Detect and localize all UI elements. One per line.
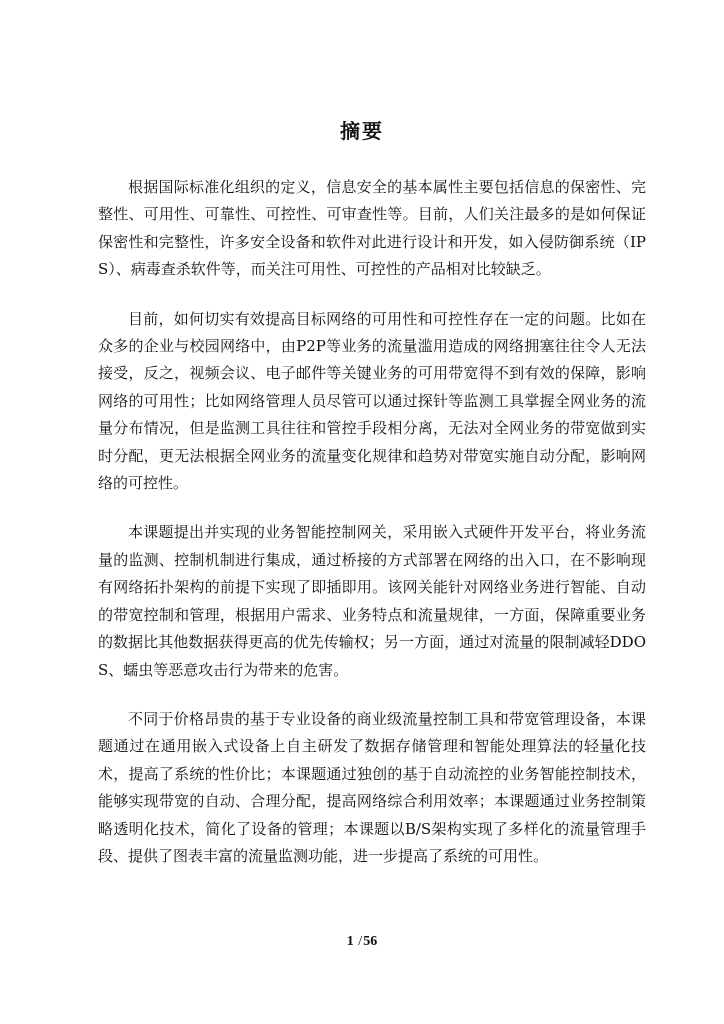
paragraph-3: 本课题提出并实现的业务智能控制网关，采用嵌入式硬件开发平台，将业务流量的监测、控制机制进行集成，通过桥接的方式部署在网络的出入口，在不影响现有网络拓扑架构的前提下实现了即插即用。该网关能针对网络业务进行智能、自动的带宽控制和管理，根据用户需求、业务特点和流量规律，一方面，保障重要业务的数据比其他数据获得更高的优先传输权；另一方面，通过对流量的限制减轻DDOS、蠕虫等恶意攻击行为带来的危害。 <box>98 523 646 679</box>
current-page: 1 <box>346 934 354 949</box>
page-title: 摘要 <box>340 119 384 143</box>
paragraph-4: 不同于价格昂贵的基于专业设备的商业级流量控制工具和带宽管理设备，本课题通过在通用嵌入式设备上自主研发了数据存储管理和智能处理算法的轻量化技术，提高了系统的性价比；本课题通过独创的基于自动流控的业务智能控制技术，能够实现带宽的自动、合理分配，提高网络综合利用效率；本课题通过业务控制策略透明化技术，简化了设备的管理；本课题以B/S架构实现了多样化的流量管理手段、提供了图表丰富的流量监测功能，进一步提高了系统的可用性。 <box>98 709 646 865</box>
total-pages: 56 <box>363 934 378 949</box>
paragraph-1: 根据国际标准化组织的定义，信息安全的基本属性主要包括信息的保密性、完整性、可用性、可靠性、可控性、可审查性等。目前，人们关注最多的是如何保证保密性和完整性，许多安全设备和软件对此进行设计和开发，如入侵防御系统（IPS）、病毒查杀软件等，而关注可用性、可控性的产品相对比较缺乏。 <box>98 178 646 279</box>
page-separator: / <box>358 934 363 949</box>
paragraph-2: 目前，如何切实有效提高目标网络的可用性和可控性存在一定的问题。比如在众多的企业与校园网络中，由P2P等业务的流量滥用造成的网络拥塞往往令人无法接受，反之，视频会议、电子邮件等关键业务的可用带宽得不到有效的保障，影响网络的可用性；比如网络管理人员尽管可以通过探针等监测工具掌握全网业务的流量分布情况，但是监测工具往往和管控手段相分离，无法对全网业务的带宽做到实时分配，更无法根据全网业务的流量变化规律和趋势对带宽实施自动分配，影响网络的可控性。 <box>98 309 646 493</box>
abstract-body <box>98 174 646 870</box>
page-number <box>0 933 724 951</box>
